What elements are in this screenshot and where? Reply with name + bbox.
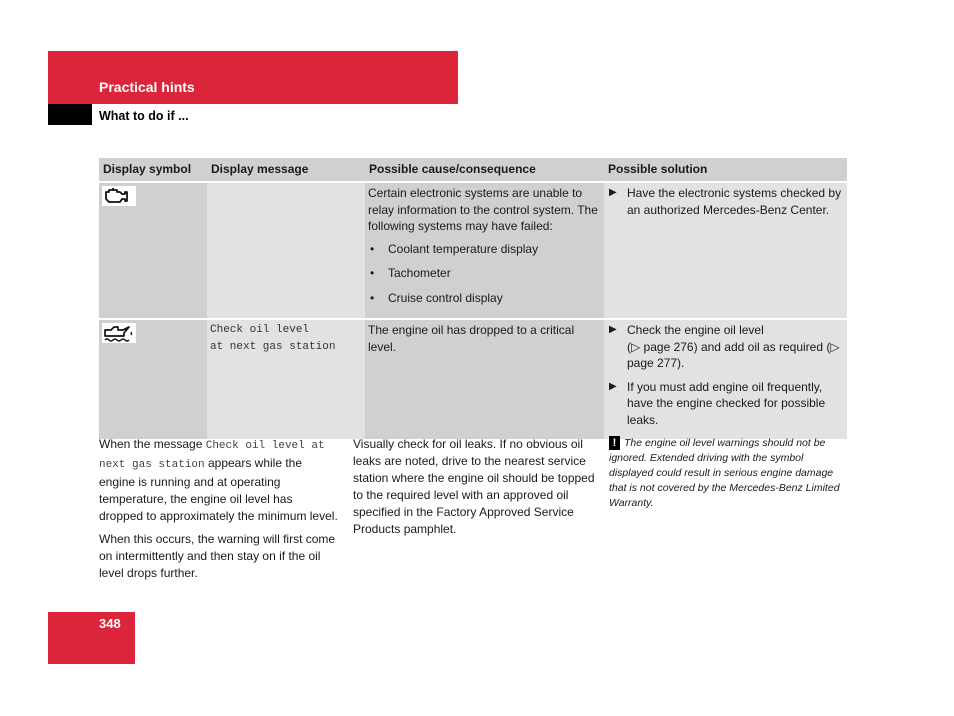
table-row: [99, 182, 847, 319]
action-marker-icon: ▶: [609, 187, 617, 198]
list-item: • Tachometer: [368, 265, 601, 282]
body-text: appears while the engine is running and at operating temperature, the engine oil level has dropped to approximately the minimum level.: [99, 456, 338, 523]
display-message-cell: [207, 319, 365, 439]
engine-check-icon: [102, 186, 136, 211]
body-column-left: [99, 436, 339, 588]
oil-level-icon: [102, 323, 136, 348]
warning-text: The engine oil level warnings should not be ignored. Extended driving with the symbol displayed could result in serious engine damage that is not covered by the Mercedes-Benz Limited Warranty.: [609, 437, 840, 509]
action-marker-icon: ▶: [609, 380, 617, 392]
display-message-line: Check oil level: [210, 324, 310, 336]
action-step: [607, 379, 844, 429]
page-number: 348: [99, 616, 121, 631]
display-message-table: [99, 158, 847, 439]
table-header-row: [99, 158, 847, 182]
body-paragraph: [99, 436, 339, 525]
display-symbol-cell: [99, 182, 207, 319]
list-item: • Cruise control display: [368, 290, 601, 307]
action-marker-icon: ▶: [609, 324, 617, 335]
section-title: Practical hints: [99, 79, 195, 95]
display-message-cell: [207, 182, 365, 319]
solution-cell: [604, 182, 847, 319]
display-message-line: at next gas station: [210, 340, 336, 353]
cause-cell: The engine oil has dropped to a critical level.: [365, 319, 604, 439]
action-step: [607, 322, 844, 372]
cause-text: Certain electronic systems are unable to relay information to the control system. The following systems may have failed:: [368, 186, 598, 233]
warning-note: [609, 436, 849, 511]
column-header: Display symbol: [99, 158, 207, 182]
body-paragraph: When this occurs, the warning will first come on intermittently and then stay on if the oil level drops further.: [99, 532, 336, 580]
page-reference-text: (▷ page 276) and add oil as required (▷ page 277).: [627, 339, 840, 370]
section-subtitle: What to do if ...: [99, 109, 189, 123]
body-column-middle: [353, 436, 595, 544]
cause-cell: [365, 182, 604, 319]
list-item: • Coolant temperature display: [368, 241, 601, 258]
display-symbol-cell: [99, 319, 207, 439]
action-text: If you must add engine oil frequently, have the engine checked for possible leaks.: [627, 379, 826, 427]
page-number-band: [48, 612, 135, 664]
action-step: [607, 185, 844, 218]
solution-cell: [604, 319, 847, 439]
column-header: Display message: [207, 158, 365, 182]
column-header: Possible cause/consequence: [365, 158, 604, 182]
column-header: Possible solution: [604, 158, 847, 182]
warning-icon: !: [609, 436, 620, 450]
failed-systems-list: [368, 241, 601, 307]
display-message-inline: Check oil level at next gas station: [99, 440, 325, 471]
action-text: Check the engine oil level: [627, 323, 764, 337]
header-marker: [48, 104, 92, 125]
action-text: Have the electronic systems checked by an authorized Mercedes-Benz Center.: [627, 186, 842, 217]
body-paragraph: Visually check for oil leaks. If no obvious oil leaks are noted, drive to the nearest service station where the engine oil should be topped to the required level with an approved oil specified in the Factory Approved Service Products pamphlet.: [353, 437, 595, 536]
body-text: When the message: [99, 437, 203, 451]
table-row: [99, 319, 847, 439]
header-band: [48, 51, 458, 104]
